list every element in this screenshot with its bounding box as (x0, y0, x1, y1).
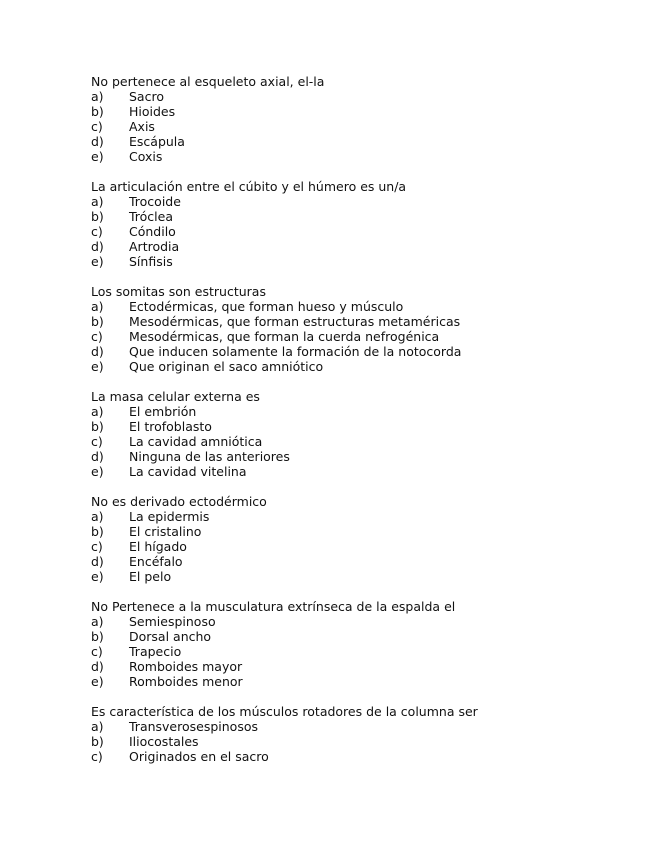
option-letter: d) (91, 449, 104, 464)
question-7 (91, 704, 631, 764)
option-letter: d) (91, 344, 104, 359)
option-c (91, 119, 631, 134)
option-text: Tróclea (129, 209, 174, 224)
option-text: Ninguna de las anteriores (129, 449, 290, 464)
option-text: Sacro (129, 89, 164, 104)
option-text: El cristalino (129, 524, 202, 539)
option-text: Que originan el saco amniótico (129, 359, 324, 374)
option-letter: d) (91, 134, 104, 149)
option-text: Transverosespinosos (129, 719, 258, 734)
option-text: Encéfalo (129, 554, 183, 569)
option-c (91, 434, 631, 449)
option-a (91, 299, 631, 314)
question-stem: La articulación entre el cúbito y el húmero es un/a (91, 179, 407, 194)
option-c (91, 644, 631, 659)
option-a (91, 614, 631, 629)
option-letter: c) (91, 539, 103, 554)
option-d (91, 344, 631, 359)
option-text: El pelo (129, 569, 172, 584)
option-letter: c) (91, 434, 103, 449)
option-letter: e) (91, 674, 104, 689)
option-letter: e) (91, 464, 104, 479)
option-letter: a) (91, 404, 104, 419)
option-b (91, 629, 631, 644)
option-letter: b) (91, 104, 104, 119)
option-text: La cavidad vitelina (129, 464, 247, 479)
option-text: Mesodérmicas, que forman la cuerda nefrogénica (129, 329, 440, 344)
option-b (91, 104, 631, 119)
option-letter: c) (91, 119, 103, 134)
option-letter: d) (91, 554, 104, 569)
option-c (91, 749, 631, 764)
option-d (91, 449, 631, 464)
option-text: La epidermis (129, 509, 210, 524)
option-a (91, 194, 631, 209)
question-3 (91, 284, 631, 374)
option-letter: c) (91, 329, 103, 344)
option-letter: b) (91, 419, 104, 434)
option-letter: c) (91, 224, 103, 239)
option-text: Semiespinoso (129, 614, 216, 629)
option-b (91, 419, 631, 434)
option-e (91, 254, 631, 269)
option-letter: a) (91, 614, 104, 629)
option-text: Escápula (129, 134, 185, 149)
question-5 (91, 494, 631, 584)
option-b (91, 314, 631, 329)
option-b (91, 524, 631, 539)
option-text: La cavidad amniótica (129, 434, 263, 449)
option-letter: d) (91, 239, 104, 254)
option-c (91, 539, 631, 554)
option-letter: a) (91, 509, 104, 524)
option-letter: a) (91, 299, 104, 314)
question-stem: No Pertenece a la musculatura extrínseca de la espalda el (91, 599, 456, 614)
option-d (91, 554, 631, 569)
option-letter: a) (91, 89, 104, 104)
option-e (91, 569, 631, 584)
question-stem: La masa celular externa es (91, 389, 260, 404)
option-b (91, 209, 631, 224)
option-letter: a) (91, 194, 104, 209)
option-letter: e) (91, 359, 104, 374)
option-text: Romboides mayor (129, 659, 243, 674)
option-text: El embrión (129, 404, 197, 419)
option-letter: b) (91, 209, 104, 224)
option-a (91, 89, 631, 104)
option-text: Que inducen solamente la formación de la notocorda (129, 344, 462, 359)
option-d (91, 134, 631, 149)
option-text: Iliocostales (129, 734, 199, 749)
option-text: Originados en el sacro (129, 749, 269, 764)
option-text: Trocoide (129, 194, 181, 209)
option-text: Ectodérmicas, que forman hueso y músculo (129, 299, 404, 314)
option-text: Sínfisis (129, 254, 173, 269)
question-stem: No es derivado ectodérmico (91, 494, 267, 509)
option-d (91, 239, 631, 254)
option-text: Mesodérmicas, que forman estructuras metaméricas (129, 314, 461, 329)
option-letter: d) (91, 659, 104, 674)
option-a (91, 404, 631, 419)
option-e (91, 359, 631, 374)
option-letter: e) (91, 254, 104, 269)
option-c (91, 224, 631, 239)
option-letter: c) (91, 644, 103, 659)
option-b (91, 734, 631, 749)
option-letter: a) (91, 719, 104, 734)
option-letter: e) (91, 569, 104, 584)
option-text: El trofoblasto (129, 419, 212, 434)
question-stem: Es característica de los músculos rotadores de la columna ser (91, 704, 478, 719)
option-text: Dorsal ancho (129, 629, 212, 644)
option-text: El hígado (129, 539, 187, 554)
question-stem: Los somitas son estructuras (91, 284, 266, 299)
question-2 (91, 179, 631, 269)
option-text: Hioides (129, 104, 176, 119)
option-letter: c) (91, 749, 103, 764)
option-text: Artrodia (129, 239, 180, 254)
option-letter: e) (91, 149, 104, 164)
option-letter: b) (91, 629, 104, 644)
option-e (91, 464, 631, 479)
document-page (91, 74, 631, 779)
question-4 (91, 389, 631, 479)
option-a (91, 719, 631, 734)
option-d (91, 659, 631, 674)
option-a (91, 509, 631, 524)
question-stem: No pertenece al esqueleto axial, el-la (91, 74, 325, 89)
question-1 (91, 74, 631, 164)
option-text: Trapecio (129, 644, 182, 659)
option-e (91, 149, 631, 164)
option-text: Cóndilo (129, 224, 176, 239)
option-letter: b) (91, 314, 104, 329)
option-text: Coxis (129, 149, 163, 164)
option-c (91, 329, 631, 344)
option-letter: b) (91, 734, 104, 749)
option-text: Axis (129, 119, 155, 134)
option-letter: b) (91, 524, 104, 539)
question-6 (91, 599, 631, 689)
option-e (91, 674, 631, 689)
option-text: Romboides menor (129, 674, 243, 689)
